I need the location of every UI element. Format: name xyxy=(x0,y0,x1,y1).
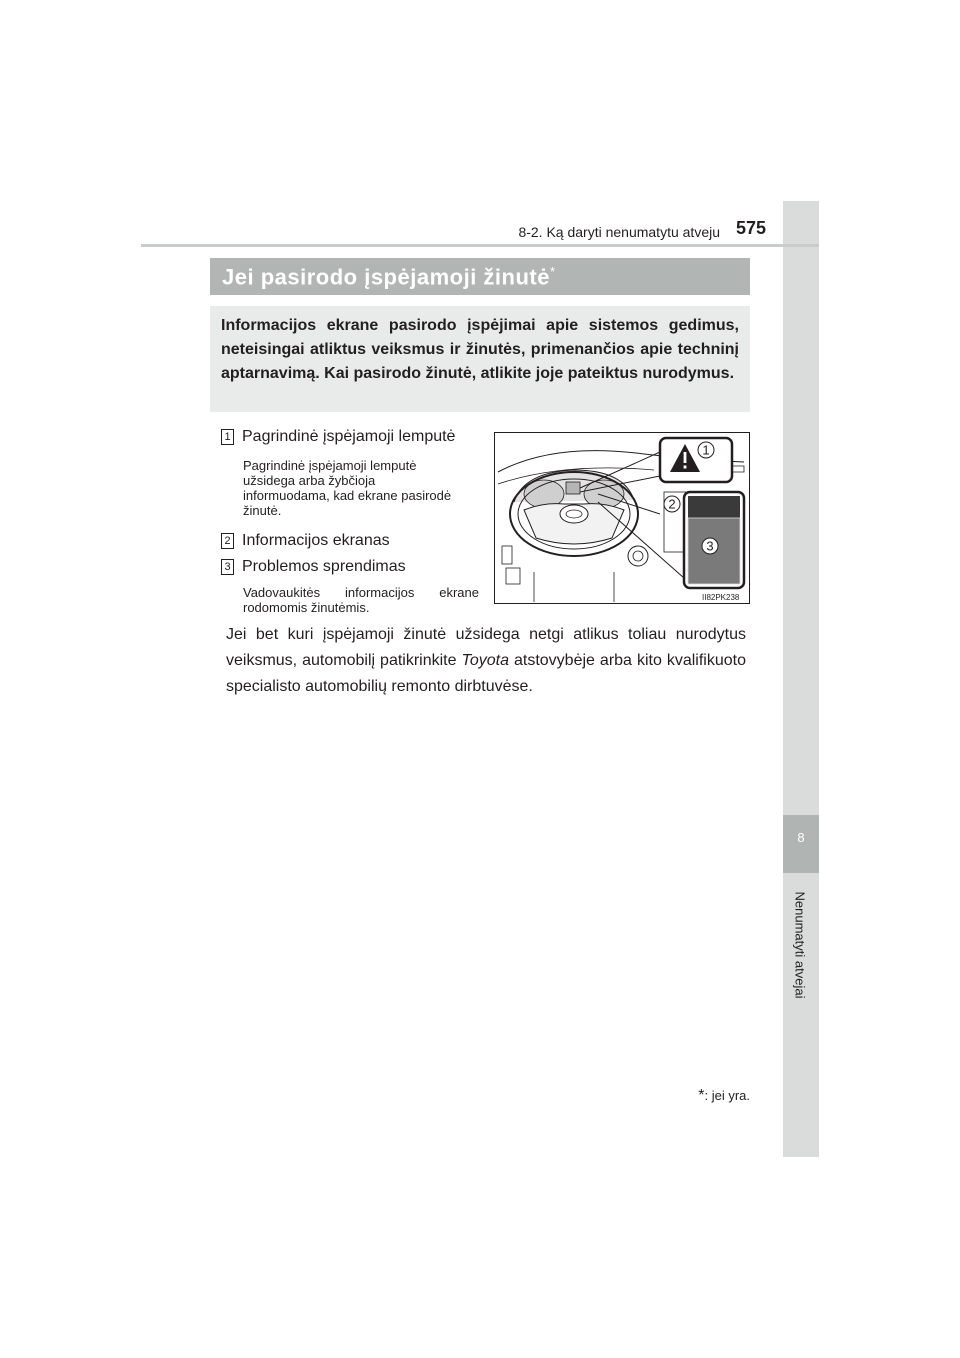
chapter-number: 8 xyxy=(797,830,805,845)
item-description-3: Vadovaukitės informacijos ekrane rodomomis žinutėmis. xyxy=(243,585,479,615)
item-number-1: 1 xyxy=(221,429,234,445)
brand-name: Toyota xyxy=(461,652,509,669)
section-title xyxy=(222,264,556,290)
item-number-3: 3 xyxy=(221,559,234,575)
item-number-2: 2 xyxy=(221,533,234,549)
item-title-3: Problemos sprendimas xyxy=(242,558,406,575)
footnote-text: : jei yra. xyxy=(704,1088,750,1103)
breadcrumb: 8-2. Ką daryti nenumatytu atveju xyxy=(518,224,720,240)
header-divider xyxy=(141,244,819,247)
callout-2-label: 2 xyxy=(668,496,676,512)
dashboard-illustration xyxy=(494,432,750,604)
footnote xyxy=(688,1087,750,1105)
section-title-text: Jei pasirodo įspėjamoji žinutė xyxy=(222,264,550,290)
dashboard-illustration-svg xyxy=(494,432,750,604)
chapter-sidebar xyxy=(783,201,819,1157)
footnote-marker: * xyxy=(698,1087,705,1104)
closing-paragraph xyxy=(226,622,746,700)
item-description-1: Pagrindinė įspėjamoji lemputė užsidega arba žybčioja informuodama, kad ekrane pasirodė žinutė. xyxy=(243,458,452,518)
availability-marker: * xyxy=(549,264,556,279)
item-title-1: Pagrindinė įspėjamoji lemputė xyxy=(242,428,456,445)
page-number: 575 xyxy=(736,218,767,238)
figure-code: II82PK238 xyxy=(702,593,740,602)
item-title-2: Informacijos ekranas xyxy=(242,532,390,549)
chapter-label: Nenumatyti atvejai xyxy=(792,891,808,999)
callout-1-label: 1 xyxy=(702,442,710,458)
intro-text: Informacijos ekrane pasirodo įspėjimai apie sistemos gedimus, neteisingai atliktus veiksmus ir žinutės, primenančios apie techninį aptarnavimą. Kai pasirodo žinutė, atlikite joje pateiktus nurodymus. xyxy=(221,317,739,382)
closing-text-end: atstovybėje arba kito kvalifikuoto specialisto automobilių remonto dirbtuvėse. xyxy=(226,652,746,695)
closing-text-start: Jei bet kuri įspėjamoji žinutė užsidega netgi atlikus toliau nurodytus veiksmus, automobilį patikrinkite xyxy=(226,626,746,669)
callout-3-label: 3 xyxy=(706,538,714,554)
